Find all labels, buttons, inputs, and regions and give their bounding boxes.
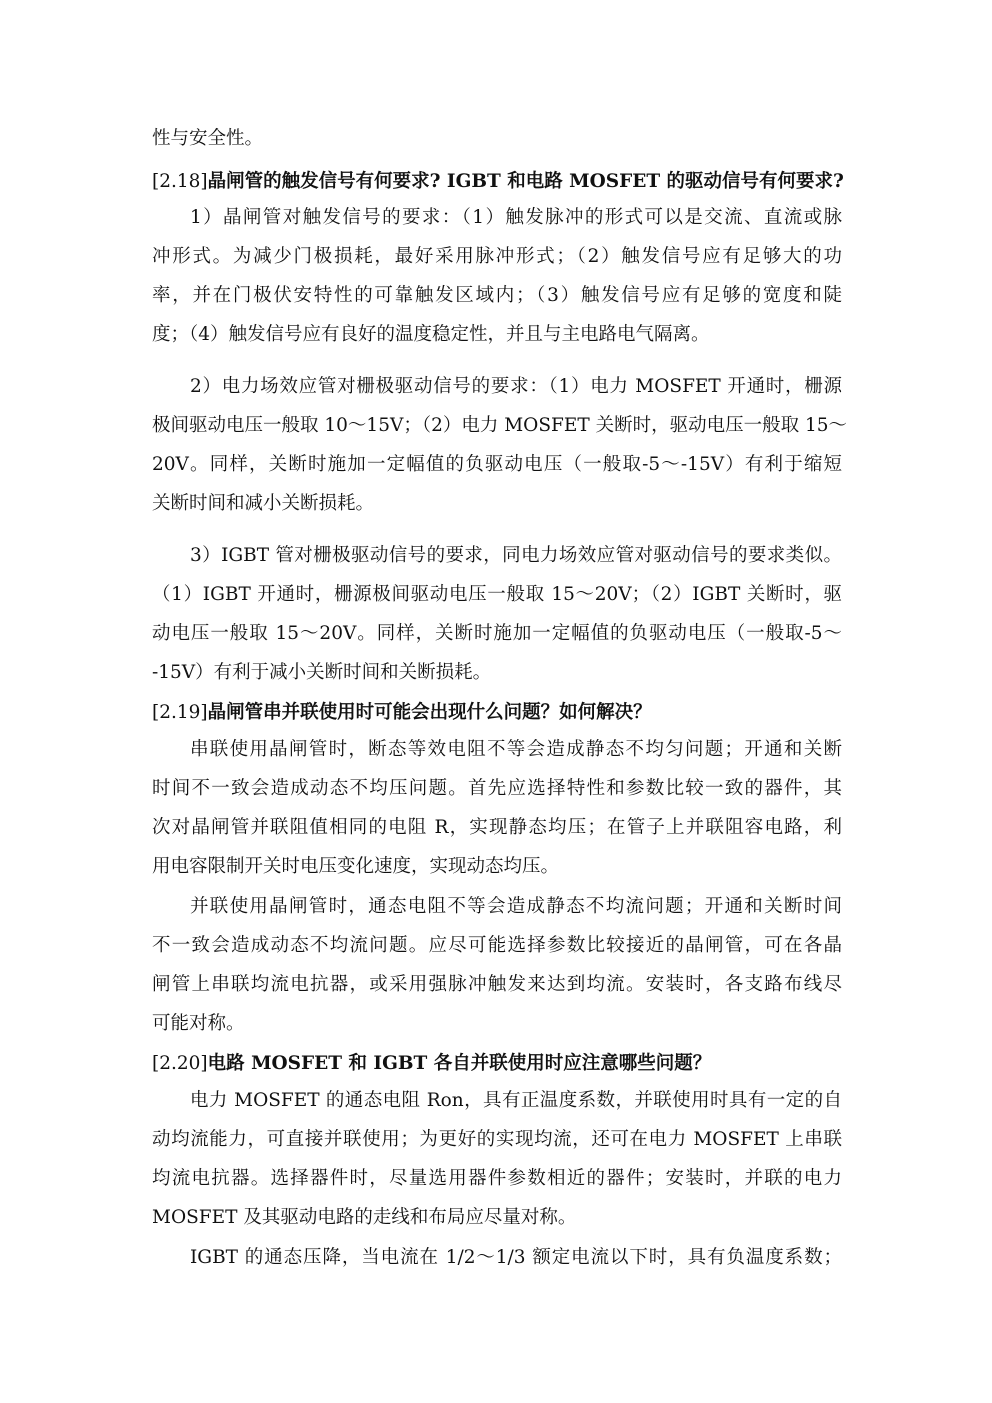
body-line: 次对晶闸管并联阻值相同的电阻 R，实现静态均压；在管子上并联阻容电路，利	[152, 817, 842, 838]
body-line: 3）IGBT 管对栅极驱动信号的要求，同电力场效应管对驱动信号的要求类似。	[190, 545, 842, 566]
body-line: -15V）有利于减小关断时间和关断损耗。	[152, 662, 492, 683]
body-line: 性与安全性。	[152, 128, 264, 149]
body-line: 2）电力场效应管对栅极驱动信号的要求：（1）电力 MOSFET 开通时，栅源	[190, 376, 842, 397]
question-number: [2.20]	[152, 1053, 208, 1074]
body-line: 极间驱动电压一般取 10～15V；（2）电力 MOSFET 关断时，驱动电压一般取 15～	[152, 415, 847, 436]
body-line: 冲形式。为减少门极损耗，最好采用脉冲形式；（2）触发信号应有足够大的功	[152, 246, 842, 267]
question-number: [2.19]	[152, 702, 208, 723]
body-line: IGBT 的通态压降，当电流在 1/2～1/3 额定电流以下时，具有负温度系数；	[190, 1247, 842, 1268]
question-text: 晶闸管串并联使用时可能会出现什么问题？如何解决？	[207, 702, 652, 723]
body-line: 度；（4）触发信号应有良好的温度稳定性，并且与主电路电气隔离。	[152, 324, 710, 345]
body-line: 不一致会造成动态不均流问题。应尽可能选择参数比较接近的晶闸管，可在各晶	[152, 935, 842, 956]
question-number: [2.18]	[152, 171, 208, 192]
body-line: 电力 MOSFET 的通态电阻 Ron，具有正温度系数，并联使用时具有一定的自	[190, 1090, 842, 1111]
body-line: 用电容限制开关时电压变化速度，实现动态均压。	[152, 856, 560, 877]
body-line: 动均流能力，可直接并联使用；为更好的实现均流，还可在电力 MOSFET 上串联	[152, 1129, 842, 1150]
body-line: （1）IGBT 开通时，栅源极间驱动电压一般取 15～20V；（2）IGBT 关断时，驱	[152, 584, 842, 605]
body-line: MOSFET 及其驱动电路的走线和布局应尽量对称。	[152, 1207, 577, 1228]
question-heading	[152, 700, 842, 726]
body-line: 并联使用晶闸管时，通态电阻不等会造成静态不均流问题；开通和关断时间	[190, 896, 842, 917]
question-heading	[152, 169, 842, 195]
question-heading	[152, 1051, 842, 1077]
body-line: 20V。同样，关断时施加一定幅值的负驱动电压（一般取-5～-15V）有利于缩短	[152, 454, 842, 475]
question-text: 电路 MOSFET 和 IGBT 各自并联使用时应注意哪些问题？	[207, 1053, 712, 1074]
body-line: 均流电抗器。选择器件时，尽量选用器件参数相近的器件；安装时，并联的电力	[152, 1168, 842, 1189]
body-line: 串联使用晶闸管时，断态等效电阻不等会造成静态不均匀问题；开通和关断	[190, 739, 842, 760]
body-line: 率，并在门极伏安特性的可靠触发区域内；（3）触发信号应有足够的宽度和陡	[152, 285, 842, 306]
body-line: 可能对称。	[152, 1013, 245, 1034]
body-line: 关断时间和减小关断损耗。	[152, 493, 375, 514]
body-line: 时间不一致会造成动态不均压问题。首先应选择特性和参数比较一致的器件，其	[152, 778, 842, 799]
body-line: 1）晶闸管对触发信号的要求：（1）触发脉冲的形式可以是交流、直流或脉	[190, 207, 842, 228]
question-text: 晶闸管的触发信号有何要求? IGBT 和电路 MOSFET 的驱动信号有何要求?	[207, 171, 844, 192]
body-line: 动电压一般取 15～20V。同样，关断时施加一定幅值的负驱动电压（一般取-5～	[152, 623, 842, 644]
body-line: 闸管上串联均流电抗器，或采用强脉冲触发来达到均流。安装时，各支路布线尽	[152, 974, 842, 995]
